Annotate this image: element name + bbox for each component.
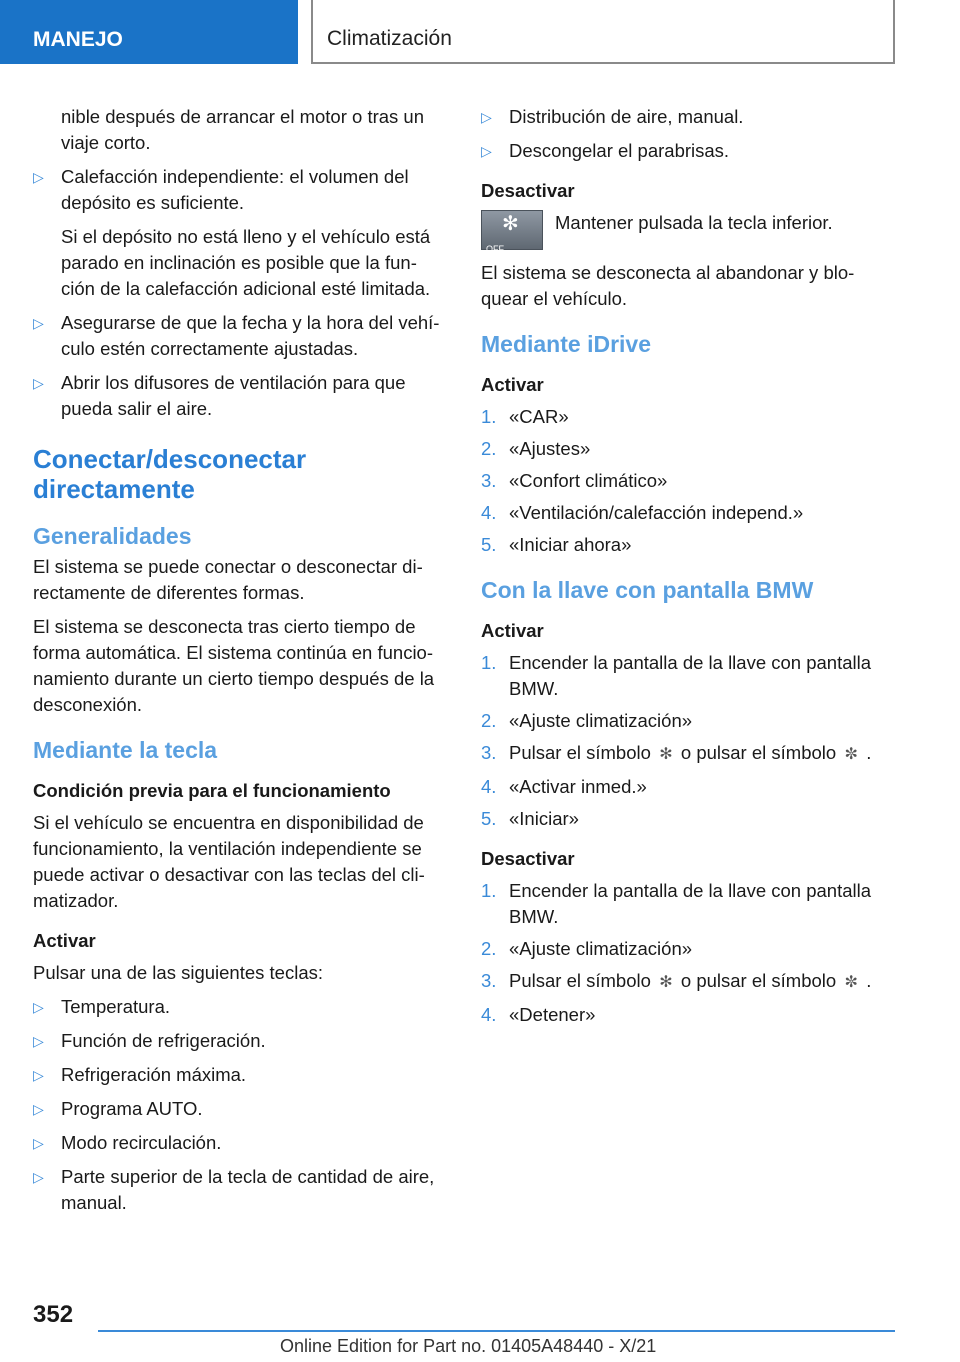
step-number: 3. (481, 470, 497, 491)
heat-fan-symbol-icon: ✼ (844, 974, 858, 991)
step-item (481, 532, 897, 558)
step-item (481, 936, 897, 962)
step-item (481, 436, 897, 462)
list-item-text: Parte superior de la tecla de cantidad de aire, manual. (61, 1166, 435, 1213)
step-item (481, 650, 897, 702)
step-text: «Ajuste climatización» (509, 938, 693, 959)
bullet-triangle-icon: ▷ (481, 143, 492, 159)
step-text: «Ajuste climatización» (509, 710, 693, 731)
subheading-activar: Activar (481, 620, 544, 641)
step-item (481, 500, 897, 526)
step-number: 1. (481, 406, 497, 427)
bullet-triangle-icon: ▷ (33, 999, 44, 1015)
list-item (33, 1062, 449, 1088)
step-text: o pulsar el símbolo (680, 970, 837, 991)
step-number: 5. (481, 808, 497, 829)
step-number: 4. (481, 776, 497, 797)
step-number: 2. (481, 438, 497, 459)
subheading-tecla: Mediante la tecla (33, 737, 218, 763)
bullet-triangle-icon: ▷ (33, 1067, 44, 1083)
step-item (481, 740, 897, 768)
step-text: «Ventilación/calefacción independ.» (509, 502, 804, 523)
list-item (481, 104, 897, 130)
step-text: Pulsar el símbolo (509, 970, 651, 991)
fan-icon: ✻ (502, 213, 519, 235)
page-number: 352 (33, 1301, 74, 1328)
list-item (33, 994, 449, 1020)
step-item (481, 468, 897, 494)
paragraph: Pulsar una de las siguientes teclas: (33, 962, 324, 983)
step-text: Encender la pantalla de la llave con pantalla BMW. (509, 652, 872, 699)
list-item-text: Función de refrigeración. (61, 1030, 266, 1051)
list-item (33, 370, 449, 422)
step-number: 3. (481, 970, 497, 991)
continued-paragraph: nible después de arrancar el motor o tras un viaje corto. (61, 106, 425, 153)
step-number: 1. (481, 880, 497, 901)
step-number: 5. (481, 534, 497, 555)
step-text: «Detener» (509, 1004, 596, 1025)
step-number: 4. (481, 1004, 497, 1025)
step-text: «Confort climático» (509, 470, 668, 491)
subheading-llave: Con la llave con pantalla BMW (481, 577, 814, 603)
step-item (481, 878, 897, 930)
paragraph: El sistema se desconecta tras cierto tiempo de forma automática. El sistema continúa en funcio-namiento durante un cierto tiempo después de la desconexión. (33, 616, 435, 715)
bullet-triangle-icon: ▷ (481, 109, 492, 125)
step-text: «Iniciar» (509, 808, 579, 829)
step-text: Encender la pantalla de la llave con pantalla BMW. (509, 880, 872, 927)
list-item (33, 310, 449, 362)
bullet-triangle-icon: ▷ (33, 375, 44, 391)
list-item-text: Calefacción independiente: el volumen del depósito es suficiente. (61, 166, 409, 213)
paragraph: El sistema se desconecta al abandonar y blo-quear el vehículo. (481, 262, 855, 309)
list-item (33, 1096, 449, 1122)
left-column (33, 104, 449, 1224)
fan-symbol-icon: ✻ (659, 746, 673, 763)
section-heading: Conectar/desconectar directamente (33, 444, 307, 504)
heat-fan-symbol-icon: ✼ (844, 746, 858, 763)
right-column (481, 104, 897, 1034)
step-item (481, 1002, 897, 1028)
step-number: 1. (481, 652, 497, 673)
list-item (33, 1028, 449, 1054)
paragraph: El sistema se puede conectar o desconectar di-rectamente de diferentes formas. (33, 556, 423, 603)
subheading-condicion: Condición previa para el funcionamiento (33, 780, 391, 801)
step-item (481, 774, 897, 800)
list-item-text: Programa AUTO. (61, 1098, 203, 1119)
step-text: Pulsar el símbolo (509, 742, 651, 763)
bullet-triangle-icon: ▷ (33, 1033, 44, 1049)
list-item (33, 1130, 449, 1156)
subheading-generalidades: Generalidades (33, 523, 192, 549)
subheading-activar: Activar (33, 930, 96, 951)
bullet-triangle-icon: ▷ (33, 1135, 44, 1151)
step-text: . (866, 742, 872, 763)
step-number: 3. (481, 742, 497, 763)
list-item (33, 164, 449, 216)
list-item-text: Abrir los difusores de ventilación para que pueda salir el aire. (61, 372, 406, 419)
step-text: . (866, 970, 872, 991)
list-item-text: Asegurarse de que la fecha y la hora del vehí-culo estén correctamente ajustadas. (61, 312, 440, 359)
list-item (33, 1164, 449, 1216)
edition-text: Online Edition for Part no. 01405A48440 - X/21 (280, 1336, 657, 1356)
step-item (481, 404, 897, 430)
step-number: 2. (481, 938, 497, 959)
step-number: 2. (481, 710, 497, 731)
list-item-text: Descongelar el parabrisas. (509, 140, 730, 161)
off-label: OFF (486, 244, 504, 254)
bullet-triangle-icon: ▷ (33, 169, 44, 185)
key-instruction-text: Mantener pulsada la tecla inferior. (555, 212, 833, 233)
bullet-triangle-icon: ▷ (33, 1101, 44, 1117)
step-number: 4. (481, 502, 497, 523)
subheading-activar: Activar (481, 374, 544, 395)
list-item-text: Temperatura. (61, 996, 170, 1017)
key-instruction (481, 210, 897, 254)
step-text: «Activar inmed.» (509, 776, 647, 797)
step-item (481, 708, 897, 734)
bullet-triangle-icon: ▷ (33, 1169, 44, 1185)
section-tab: MANEJO (0, 0, 298, 64)
step-item (481, 806, 897, 832)
footer-divider (98, 1330, 895, 1332)
step-text: «CAR» (509, 406, 569, 427)
list-item-text: Modo recirculación. (61, 1132, 222, 1153)
note-paragraph: Si el depósito no está lleno y el vehículo está parado en inclinación es posible que la fun-ción de la calefacción adicional esté limitada. (61, 226, 431, 299)
paragraph: Si el vehículo se encuentra en disponibilidad de funcionamiento, la ventilación independiente se puede activar o desactivar con las teclas del cli-matizador. (33, 812, 425, 911)
list-item-text: Refrigeración máxima. (61, 1064, 247, 1085)
subheading-desactivar: Desactivar (481, 848, 575, 869)
bullet-triangle-icon: ▷ (33, 315, 44, 331)
subheading-desactivar: Desactivar (481, 180, 575, 201)
page-title: Climatización (311, 0, 895, 64)
step-item (481, 968, 897, 996)
list-item-text: Distribución de aire, manual. (509, 106, 744, 127)
step-text: «Ajustes» (509, 438, 591, 459)
subheading-idrive: Mediante iDrive (481, 331, 651, 357)
step-text: o pulsar el símbolo (680, 742, 837, 763)
list-item (481, 138, 897, 164)
fan-symbol-icon: ✻ (659, 974, 673, 991)
fan-off-key-image (481, 210, 543, 254)
step-text: «Iniciar ahora» (509, 534, 632, 555)
